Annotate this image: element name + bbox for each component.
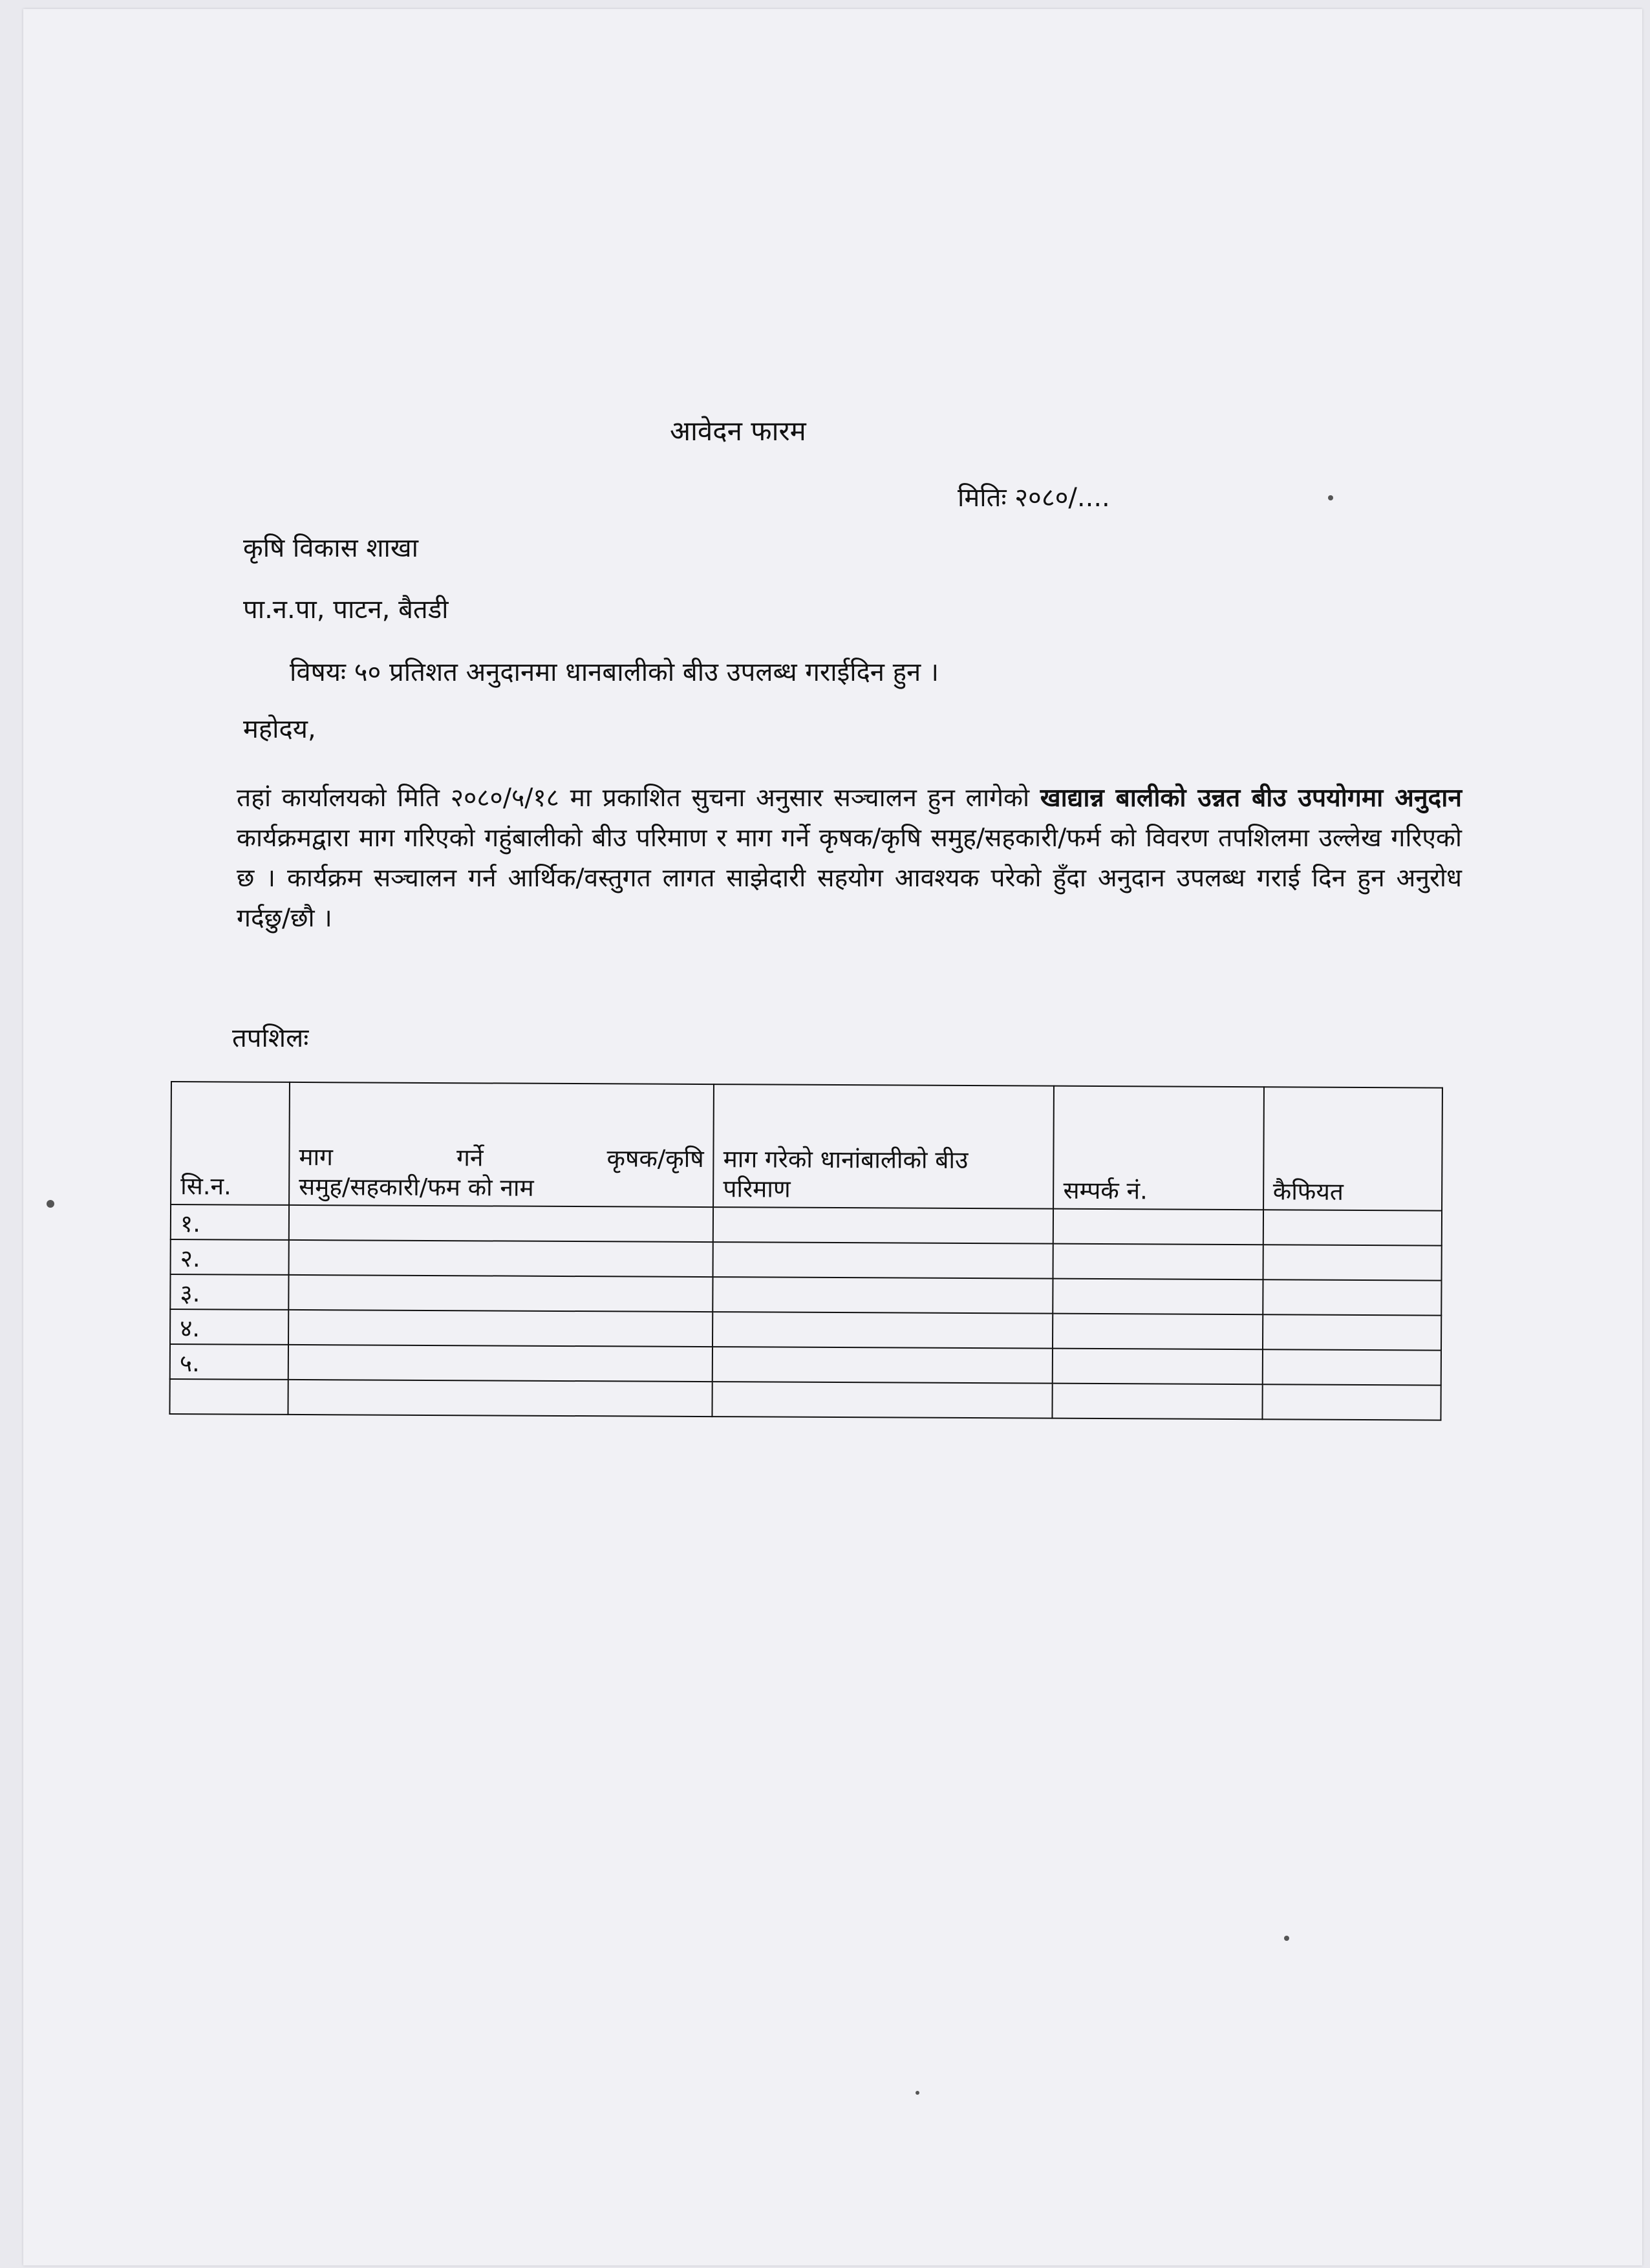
schedule-label: तपशिलः [232,1023,309,1053]
row-number: ५. [170,1344,288,1380]
quantity-cell[interactable] [713,1277,1053,1314]
remarks-cell[interactable] [1262,1384,1441,1420]
table-row [171,1204,1442,1246]
row-number [169,1379,288,1415]
remarks-cell[interactable] [1263,1279,1442,1315]
scan-speck [1284,1936,1289,1941]
scan-speck [1328,495,1333,500]
form-sheet [23,9,1642,2265]
remarks-cell[interactable] [1263,1210,1442,1245]
row-number: ३. [170,1274,288,1310]
quantity-cell[interactable] [713,1207,1053,1244]
table-row [169,1379,1441,1420]
name-cell[interactable] [289,1205,714,1242]
name-cell[interactable] [288,1310,713,1347]
header-name-line-1: माग गर्ने कृषक/कृषि [299,1142,704,1173]
header-remarks: कैफियत [1263,1087,1442,1210]
subject-line: विषयः ५० प्रतिशत अनुदानमा धानबालीको बीउ उपलब्ध गराईदिन हुन । [290,658,939,687]
contact-cell[interactable] [1053,1209,1263,1245]
remarks-cell[interactable] [1263,1314,1442,1350]
quantity-cell[interactable] [712,1347,1053,1384]
table-header-row [171,1082,1442,1211]
details-table [169,1081,1442,1421]
remarks-cell[interactable] [1263,1245,1442,1280]
row-number: ४. [170,1309,288,1345]
row-number: २. [171,1239,289,1275]
contact-cell[interactable] [1053,1314,1263,1350]
scan-speck [916,2091,919,2095]
name-cell[interactable] [288,1345,713,1382]
contact-cell[interactable] [1053,1349,1263,1385]
table-row [171,1239,1442,1281]
contact-cell[interactable] [1053,1279,1263,1315]
header-applicant-name [289,1082,714,1207]
form-title: आवेदन फारम [670,415,806,447]
recipient-line-1: कृषि विकास शाखा [243,533,418,563]
header-name-line-2: समुह/सहकारी/फम को नाम [299,1172,534,1202]
header-seed-quantity [713,1084,1054,1209]
name-cell[interactable] [289,1240,714,1277]
scan-speck [47,1200,54,1208]
header-qty-line-2: परिमाण [723,1174,791,1203]
quantity-cell[interactable] [713,1242,1053,1279]
table-row [170,1274,1441,1316]
contact-cell[interactable] [1053,1384,1263,1420]
header-sn: सि.न. [171,1082,290,1205]
remarks-cell[interactable] [1262,1349,1441,1385]
contact-cell[interactable] [1053,1244,1263,1280]
table-row [170,1309,1441,1351]
quantity-cell[interactable] [712,1382,1053,1418]
program-name-bold: खाद्यान्न बालीको उन्नत बीउ उपयोगमा अनुदान [1040,784,1462,813]
body-text-part-1: तहां कार्यालयको मिति २०८०/५/१८ मा प्रकाशित सुचना अनुसार सञ्चालन हुन लागेको [237,784,1040,813]
quantity-cell[interactable] [712,1312,1053,1349]
header-qty-line-1: माग गरेको धानांबालीको बीउ [723,1144,969,1174]
body-paragraph [237,778,1462,939]
row-number: १. [171,1204,289,1240]
body-text-part-2: कार्यक्रमद्वारा माग गरिएको गहुंबालीको बीउ परिमाण र माग गर्ने कृषक/कृषि समुह/सहकारी/फर्म को विवरण तपशिलमा उल्लेख गरिएको छ । कार्यक्रम सञ्चालन गर्न आर्थिक/वस्तुगत लागत साझेदारी सहयोग आवश्यक परेको हुँदा अनुदान उपलब्ध गराई दिन हुन अनुरोध गर्दछु/छौ । [237,824,1462,933]
header-contact: सम्पर्क नं. [1053,1086,1263,1210]
salutation: महोदय, [243,714,316,744]
recipient-line-2: पा.न.पा, पाटन, बैतडी [243,595,449,625]
name-cell[interactable] [288,1380,712,1417]
date-field: मितिः २०८०/.... [958,483,1110,513]
name-cell[interactable] [288,1275,713,1312]
table-row [170,1344,1441,1385]
